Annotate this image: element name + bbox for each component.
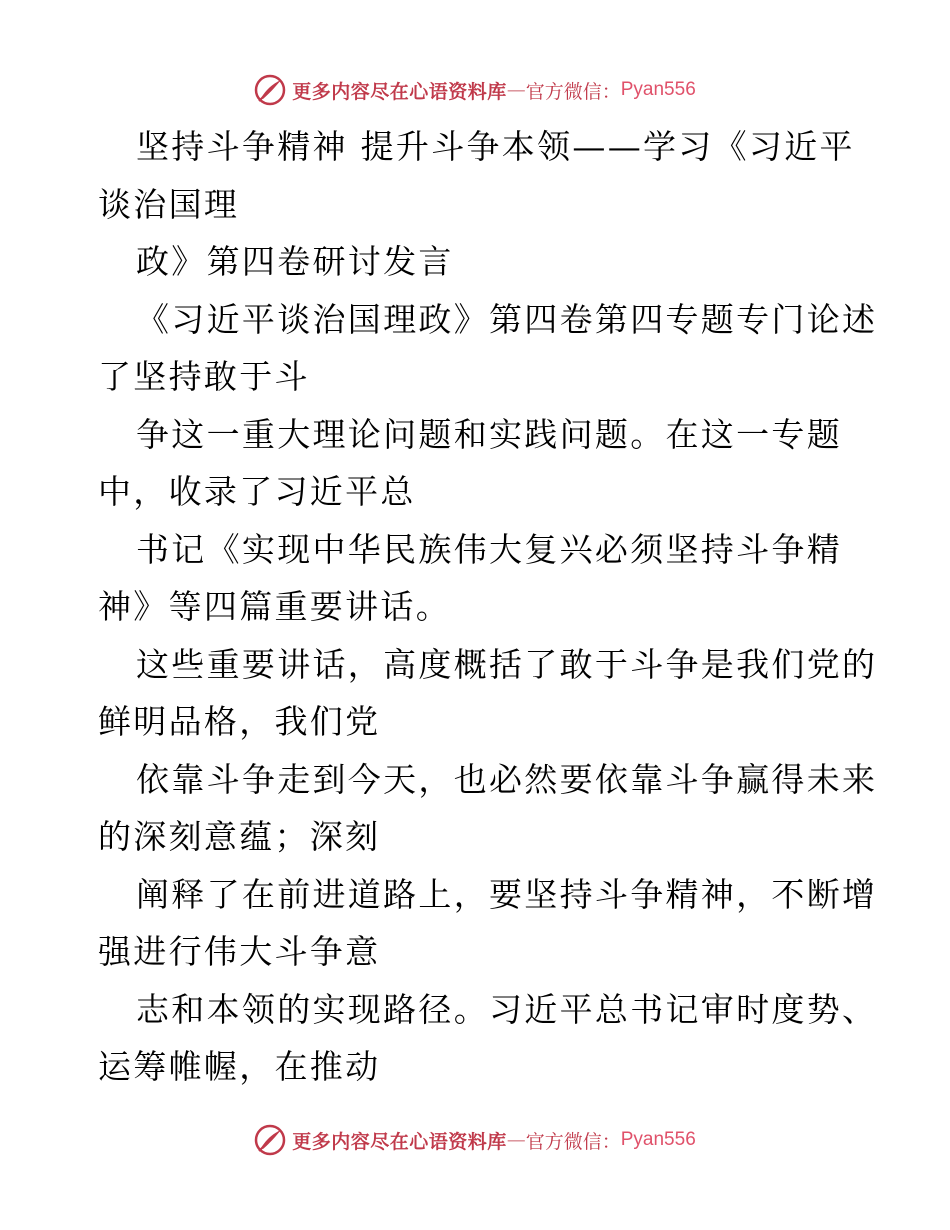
- header-dash: —: [506, 79, 526, 101]
- body-line: 依靠斗争走到今天，也必然要依靠斗争赢得未来: [136, 759, 878, 799]
- body-line: 志和本领的实现路径。习近平总书记审时度势、: [136, 989, 878, 1029]
- header-wechat-id: Pyan556: [620, 79, 696, 100]
- body-line: 强进行伟大斗争意: [98, 932, 381, 971]
- body-line: 坚持斗争精神 提升斗争本领——学习《习近平: [136, 127, 855, 166]
- body-line: 鲜明品格，我们党: [98, 702, 381, 741]
- body-line: 神》等四篇重要讲话。: [98, 587, 451, 626]
- body-line: 政》第四卷研讨发言: [136, 242, 454, 281]
- body-line: 中，收录了习近平总: [98, 472, 416, 511]
- body-line: 这些重要讲话，高度概括了敢于斗争是我们党的: [136, 644, 878, 684]
- body-line: 阐释了在前进道路上，要坚持斗争精神，不断增: [136, 874, 878, 914]
- body-line: 争这一重大理论问题和实践问题。在这一专题: [136, 414, 842, 454]
- body-line: 了坚持敢于斗: [98, 357, 310, 396]
- body-line: 的深刻意蕴；深刻: [98, 817, 381, 856]
- footer-watermark: [0, 1120, 950, 1160]
- footer-dash: —: [506, 1129, 526, 1151]
- body-line: 《习近平谈治国理政》第四卷第四专题专门论述: [136, 299, 878, 339]
- quill-logo-icon: [254, 74, 286, 106]
- body-line: 书记《实现中华民族伟大复兴必须坚持斗争精: [136, 529, 842, 569]
- header-site-text: 更多内容尽在心语资料库: [292, 80, 507, 103]
- document-body: [98, 118, 878, 1096]
- quill-logo-icon: [254, 1124, 286, 1156]
- footer-site-text: 更多内容尽在心语资料库: [292, 1130, 507, 1153]
- footer-official-label: 官方微信：: [525, 1130, 621, 1153]
- body-line: 谈治国理: [98, 184, 240, 224]
- header-official-label: 官方微信：: [525, 80, 621, 103]
- body-line: 运筹帷幄，在推动: [98, 1047, 381, 1086]
- header-watermark: [0, 70, 950, 110]
- footer-wechat-id: Pyan556: [620, 1129, 696, 1150]
